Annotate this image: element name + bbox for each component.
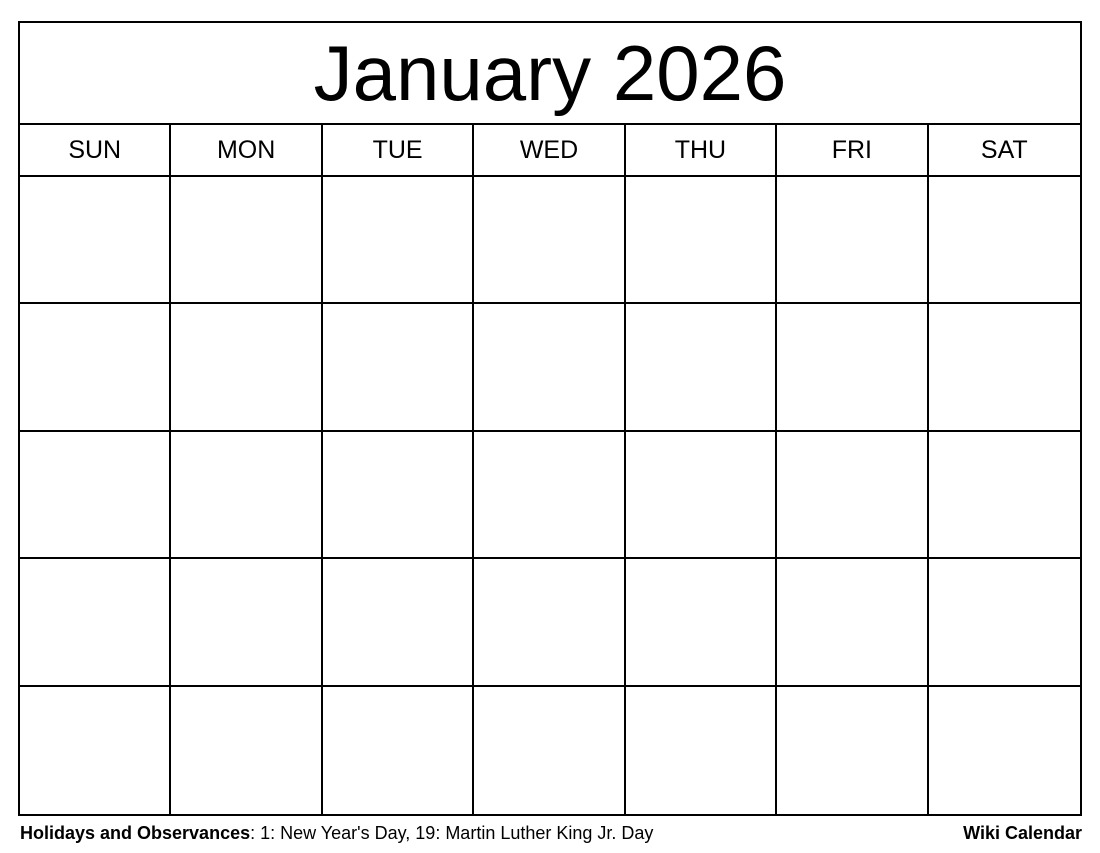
calendar-cell [171, 432, 322, 559]
calendar-cell [323, 432, 474, 559]
calendar-cell [777, 304, 928, 431]
calendar-cell [474, 304, 625, 431]
calendar-cell [929, 687, 1080, 814]
calendar-cell [323, 177, 474, 304]
day-header-thu: THU [626, 125, 777, 175]
calendar-cell [171, 559, 322, 686]
calendar-cell [171, 687, 322, 814]
calendar-cell [171, 304, 322, 431]
footer [20, 823, 1082, 844]
day-header-wed: WED [474, 125, 625, 175]
calendar-cell [929, 304, 1080, 431]
day-header-sat: SAT [980, 135, 1028, 164]
calendar-cell [929, 559, 1080, 686]
day-header-sun: SUN [20, 125, 171, 175]
calendar-cell [626, 304, 777, 431]
calendar-cell [323, 559, 474, 686]
calendar-cell [626, 687, 777, 814]
calendar-cell [474, 177, 625, 304]
calendar-cell [20, 177, 171, 304]
calendar-cell [626, 559, 777, 686]
calendar [18, 21, 1082, 816]
calendar-cell [20, 304, 171, 431]
holidays-note [20, 823, 653, 844]
calendar-cell [20, 687, 171, 814]
calendar-cell [474, 687, 625, 814]
holidays-text: : 1: New Year's Day, 19: Martin Luther King Jr. Day [250, 823, 654, 843]
calendar-cell [474, 432, 625, 559]
calendar-cell [777, 177, 928, 304]
calendar-cell [777, 432, 928, 559]
holidays-label: Holidays and Observances [20, 823, 251, 843]
day-header-tue: TUE [323, 125, 474, 175]
calendar-cell [474, 559, 625, 686]
calendar-cell [323, 687, 474, 814]
calendar-cell [777, 687, 928, 814]
calendar-cell [626, 177, 777, 304]
brand: Wiki Calendar [963, 823, 1082, 843]
calendar-title: January 2026 [20, 23, 1080, 125]
day-header-fri: FRI [777, 125, 928, 175]
day-header-row [20, 125, 1080, 177]
calendar-cell [20, 559, 171, 686]
calendar-cell [929, 177, 1080, 304]
calendar-cell [323, 304, 474, 431]
calendar-cell [171, 177, 322, 304]
day-header-mon: MON [171, 125, 322, 175]
calendar-grid [20, 177, 1080, 814]
calendar-cell [777, 559, 928, 686]
calendar-cell [626, 432, 777, 559]
calendar-cell [20, 432, 171, 559]
calendar-cell [929, 432, 1080, 559]
